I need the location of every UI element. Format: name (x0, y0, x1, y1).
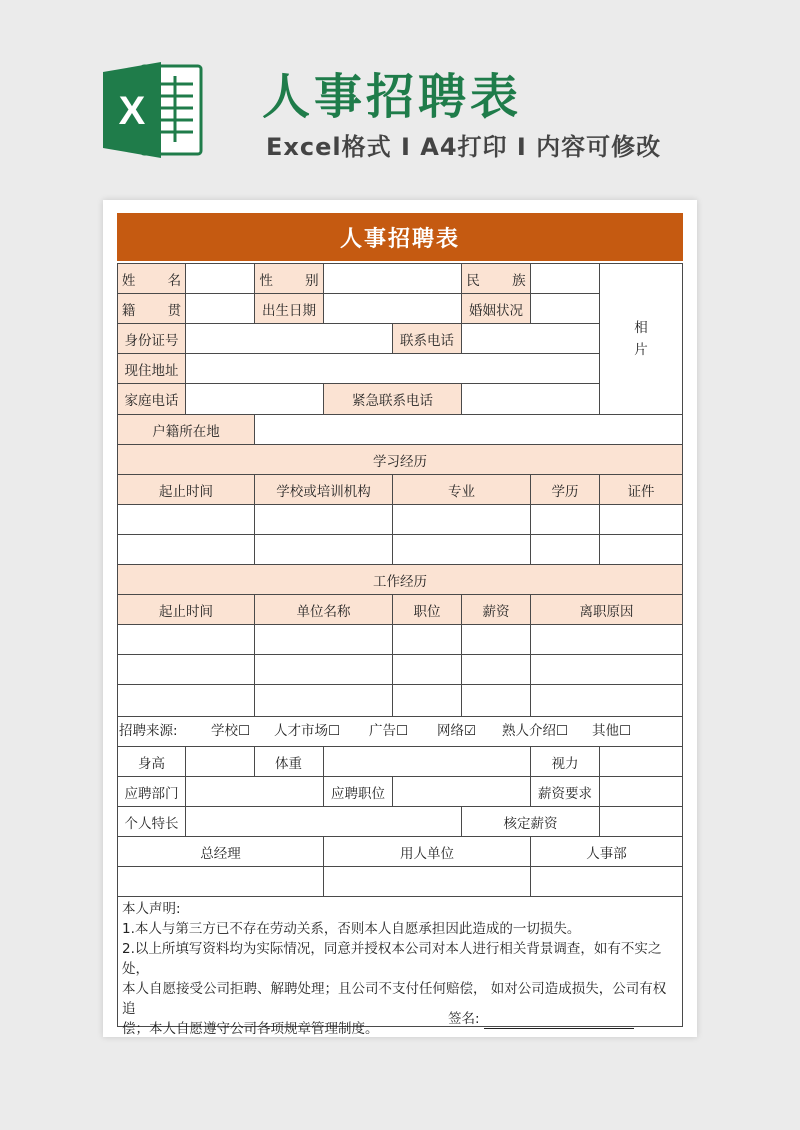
declaration-box (117, 896, 683, 1037)
work-col-period: 起止时间 (117, 594, 255, 625)
work-cell[interactable] (461, 624, 531, 655)
photo-box[interactable] (599, 263, 683, 415)
label-marital: 婚姻状况 (461, 293, 531, 324)
work-cell[interactable] (461, 654, 531, 685)
field-hukou[interactable] (254, 414, 683, 445)
work-cell[interactable] (530, 684, 683, 717)
label-address: 现住地址 (117, 353, 186, 384)
approval-dept: 用人单位 (323, 836, 531, 867)
field-phone[interactable] (461, 323, 600, 354)
label-native: 籍 贯 (117, 293, 186, 324)
source-option-other[interactable]: 其他☐ (592, 723, 632, 739)
label-emergency: 紧急联系电话 (323, 383, 462, 415)
work-cell[interactable] (392, 624, 462, 655)
work-cell[interactable] (530, 624, 683, 655)
label-weight: 体重 (254, 746, 324, 777)
edu-cell[interactable] (392, 504, 531, 535)
source-option-online[interactable]: 网络☑ (437, 723, 477, 739)
source-option-talent-market[interactable]: 人才市场☐ (274, 723, 341, 739)
field-salary-req[interactable] (599, 776, 683, 807)
label-phone: 联系电话 (392, 323, 462, 354)
photo-label-1: 相 (634, 320, 648, 336)
field-height[interactable] (185, 746, 255, 777)
work-cell[interactable] (530, 654, 683, 685)
page-title: 人事招聘表 (262, 69, 523, 125)
work-cell[interactable] (392, 684, 462, 717)
form-title: 人事招聘表 (117, 213, 683, 261)
field-native[interactable] (185, 293, 255, 324)
approval-gm: 总经理 (117, 836, 324, 867)
work-cell[interactable] (254, 624, 393, 655)
field-ethnicity[interactable] (530, 263, 600, 294)
field-marital[interactable] (530, 293, 600, 324)
excel-logo-icon (103, 62, 203, 158)
work-heading: 工作经历 (117, 564, 683, 595)
field-dept[interactable] (185, 776, 324, 807)
field-birth[interactable] (323, 293, 462, 324)
field-approved-salary[interactable] (599, 806, 683, 837)
edu-cell[interactable] (254, 534, 393, 565)
education-heading: 学习经历 (117, 444, 683, 475)
edu-cell[interactable] (117, 534, 255, 565)
edu-cell[interactable] (254, 504, 393, 535)
field-weight[interactable] (323, 746, 531, 777)
work-col-company: 单位名称 (254, 594, 393, 625)
source-option-ad[interactable]: 广告☐ (369, 723, 409, 739)
photo-label-2: 片 (634, 342, 648, 358)
label-specialty: 个人特长 (117, 806, 186, 837)
edu-col-major: 专业 (392, 474, 531, 505)
declaration-heading: 本人声明: (122, 901, 181, 917)
field-position[interactable] (392, 776, 531, 807)
field-id[interactable] (185, 323, 393, 354)
label-name: 姓 名 (117, 263, 186, 294)
logo-letter: X (118, 89, 146, 133)
declaration-line-3: 本人自愿接受公司拒聘、解聘处理；且公司不支付任何赔偿， 如对公司造成损失，公司有权追 (122, 981, 667, 1017)
work-cell[interactable] (117, 654, 255, 685)
approval-hr-field[interactable] (530, 866, 683, 897)
approval-dept-field[interactable] (323, 866, 531, 897)
label-vision: 视力 (530, 746, 600, 777)
work-cell[interactable] (392, 654, 462, 685)
label-birth: 出生日期 (254, 293, 324, 324)
signature-area (448, 1009, 634, 1029)
edu-cell[interactable] (392, 534, 531, 565)
work-cell[interactable] (254, 654, 393, 685)
label-ethnicity: 民 族 (461, 263, 531, 294)
source-option-school[interactable]: 学校☐ (211, 723, 251, 739)
field-address[interactable] (185, 353, 600, 384)
edu-cell[interactable] (530, 504, 600, 535)
page-subtitle: Excel格式 I A4打印 I 内容可修改 (266, 133, 662, 161)
declaration-line-4: 偿；本人自愿遵守公司各项规章管理制度。 (122, 1021, 379, 1037)
source-option-referral[interactable]: 熟人介绍☐ (502, 723, 569, 739)
work-cell[interactable] (254, 684, 393, 717)
label-approved-salary: 核定薪资 (461, 806, 600, 837)
label-position: 应聘职位 (323, 776, 393, 807)
signature-line[interactable] (484, 1012, 634, 1029)
label-height: 身高 (117, 746, 186, 777)
label-gender: 性 别 (254, 263, 324, 294)
label-id: 身份证号 (117, 323, 186, 354)
edu-col-cert: 证件 (599, 474, 683, 505)
approval-gm-field[interactable] (117, 866, 324, 897)
work-cell[interactable] (117, 624, 255, 655)
field-specialty[interactable] (185, 806, 462, 837)
work-col-position: 职位 (392, 594, 462, 625)
work-col-reason: 离职原因 (530, 594, 683, 625)
label-salary-req: 薪资要求 (530, 776, 600, 807)
field-home-phone[interactable] (185, 383, 324, 415)
label-hukou: 户籍所在地 (117, 414, 255, 445)
edu-cell[interactable] (530, 534, 600, 565)
field-name[interactable] (185, 263, 255, 294)
approval-hr: 人事部 (530, 836, 683, 867)
field-emergency[interactable] (461, 383, 600, 415)
work-cell[interactable] (461, 684, 531, 717)
work-col-salary: 薪资 (461, 594, 531, 625)
edu-col-school: 学校或培训机构 (254, 474, 393, 505)
field-vision[interactable] (599, 746, 683, 777)
label-home-phone: 家庭电话 (117, 383, 186, 415)
edu-col-degree: 学历 (530, 474, 600, 505)
edu-cell[interactable] (599, 504, 683, 535)
work-cell[interactable] (117, 684, 255, 717)
label-dept: 应聘部门 (117, 776, 186, 807)
edu-cell[interactable] (599, 534, 683, 565)
declaration-line-2: 2.以上所填写资料均为实际情况，同意并授权本公司对本人进行相关背景调查，如有不实之处， (122, 941, 662, 977)
signature-label: 签名: (448, 1011, 480, 1027)
source-label: 招聘来源: (119, 723, 178, 739)
field-gender[interactable] (323, 263, 462, 294)
edu-col-period: 起止时间 (117, 474, 255, 505)
edu-cell[interactable] (117, 504, 255, 535)
declaration-line-1: 1.本人与第三方已不存在劳动关系，否则本人自愿承担因此造成的一切损失。 (122, 921, 581, 937)
